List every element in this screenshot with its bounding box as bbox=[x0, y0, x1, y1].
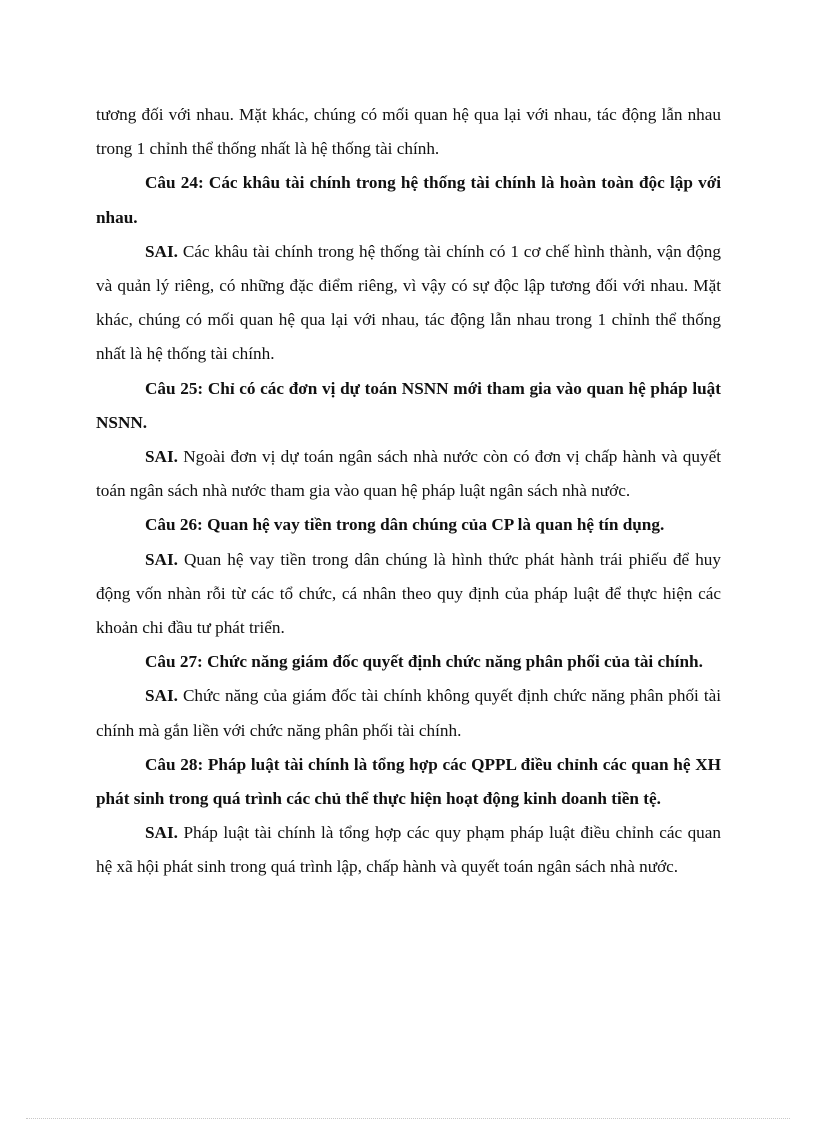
answer-26 bbox=[96, 543, 721, 646]
verdict-label: SAI. bbox=[145, 241, 178, 261]
answer-text: Pháp luật tài chính là tổng hợp các quy phạm pháp luật điều chỉnh các quan hệ xã hội phát sinh trong quá trình lập, chấp hành và quyết toán ngân sách nhà nước. bbox=[96, 823, 721, 877]
question-24: Câu 24: Các khâu tài chính trong hệ thống tài chính là hoàn toàn độc lập với nhau. bbox=[96, 173, 721, 227]
verdict-label: SAI. bbox=[145, 549, 178, 569]
continuation-paragraph: tương đối với nhau. Mặt khác, chúng có mối quan hệ qua lại với nhau, tác động lẫn nhau trong 1 chỉnh thể thống nhất là hệ thống tài chính. bbox=[96, 105, 721, 159]
question-25: Câu 25: Chỉ có các đơn vị dự toán NSNN mới tham gia vào quan hệ pháp luật NSNN. bbox=[96, 378, 721, 432]
answer-text: Quan hệ vay tiền trong dân chúng là hình thức phát hành trái phiếu để huy động vốn nhàn rỗi từ các tổ chức, cá nhân theo quy định của pháp luật để thực hiện các khoản chi đầu tư phát triển. bbox=[96, 549, 721, 638]
question-27: Câu 27: Chức năng giám đốc quyết định chức năng phân phối của tài chính. bbox=[145, 652, 703, 672]
verdict-label: SAI. bbox=[145, 686, 178, 706]
question-26: Câu 26: Quan hệ vay tiền trong dân chúng của CP là quan hệ tín dụng. bbox=[145, 515, 665, 535]
answer-24 bbox=[96, 235, 721, 372]
answer-27 bbox=[96, 679, 721, 747]
question-28: Câu 28: Pháp luật tài chính là tổng hợp các QPPL điều chỉnh các quan hệ XH phát sinh trong quá trình các chủ thể thực hiện hoạt động kinh doanh tiền tệ. bbox=[96, 754, 721, 809]
answer-text: Các khâu tài chính trong hệ thống tài chính có 1 cơ chế hình thành, vận động và quản lý riêng, có những đặc điểm riêng, vì vậy có sự độc lập tương đối với nhau. Mặt khác, chúng có mối quan hệ qua lại với nhau, tác động lẫn nhau trong 1 chỉnh thể thống nhất là hệ thống tài chính. bbox=[96, 241, 721, 364]
answer-text: Ngoài đơn vị dự toán ngân sách nhà nước còn có đơn vị chấp hành và quyết toán ngân sách nhà nước tham gia vào quan hệ pháp luật ngân sách nhà nước. bbox=[96, 447, 721, 501]
answer-28 bbox=[96, 816, 721, 884]
verdict-label: SAI. bbox=[145, 447, 178, 467]
answer-25 bbox=[96, 440, 721, 508]
answer-text: Chức năng của giám đốc tài chính không quyết định chức năng phân phối tài chính mà gắn liền với chức năng phân phối tài chính. bbox=[96, 686, 721, 740]
verdict-label: SAI. bbox=[145, 823, 178, 843]
page-bottom-divider bbox=[26, 1118, 790, 1119]
document-body bbox=[96, 98, 721, 885]
